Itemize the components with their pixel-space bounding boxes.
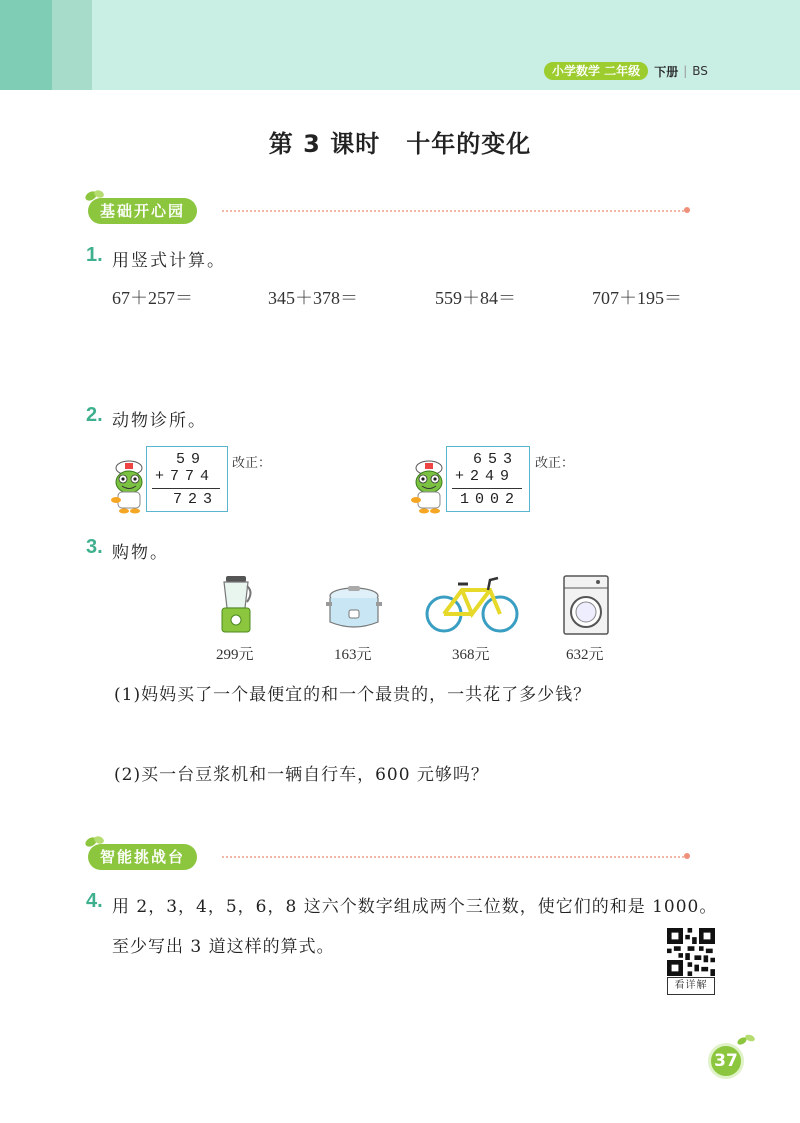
- divider-end-dot: [684, 853, 690, 859]
- page-title: [0, 124, 800, 159]
- dotted-divider: [222, 210, 684, 212]
- header-tab-light: [52, 0, 92, 90]
- leaf-icon: [84, 834, 108, 852]
- calc-a-addend-2: +774: [155, 468, 216, 485]
- doctor-frog-illustration: [408, 458, 450, 514]
- subject-pill: 小学数学 二年级: [544, 62, 648, 80]
- bicycle-icon: [424, 574, 520, 636]
- price-washing-machine: 632元: [566, 647, 604, 663]
- price-bicycle: 368元: [452, 647, 490, 663]
- leaf-icon: [736, 1032, 758, 1048]
- expression-1: 67＋257＝: [112, 288, 193, 308]
- header-band: [0, 0, 800, 90]
- washing-machine-icon: [562, 574, 610, 636]
- dotted-divider: [222, 856, 684, 858]
- rice-cooker-icon: [324, 584, 384, 634]
- question-4-number: 4.: [86, 890, 103, 912]
- qr-detail-label[interactable]: 看详解: [667, 977, 715, 995]
- section-title-basic: 基础开心园: [88, 198, 197, 224]
- calc-b-addend-1: 653: [473, 451, 519, 468]
- calc-b-line: [452, 488, 522, 489]
- question-2-number: 2.: [86, 404, 103, 426]
- question-3-text: 购物。: [112, 543, 169, 563]
- question-3-part-2: (2)买一台豆浆机和一辆自行车，600 元够吗？: [114, 765, 489, 785]
- expression-4: 707＋195＝: [592, 288, 682, 308]
- separator: |: [683, 64, 688, 78]
- question-2-text: 动物诊所。: [112, 411, 207, 431]
- question-3-part-1: (1)妈妈买了一个最便宜的和一个最贵的，一共花了多少钱？: [114, 685, 592, 705]
- question-1-text: 用竖式计算。: [112, 251, 226, 271]
- calc-b-addend-2: +249: [455, 468, 516, 485]
- correction-label-a: 改正：: [232, 456, 272, 471]
- question-3-number: 3.: [86, 536, 103, 558]
- book-info: [544, 62, 708, 80]
- price-soymilk-maker: 299元: [216, 647, 254, 663]
- section-tag-basic: [88, 198, 197, 224]
- question-4-line-1: 用 2，3，4，5，6，8 这六个数字组成两个三位数，使它们的和是 1000。: [112, 897, 718, 917]
- lesson-name: 十年的变化: [406, 130, 532, 158]
- doctor-frog-illustration: [108, 458, 150, 514]
- calc-a-line: [152, 488, 220, 489]
- question-1-number: 1.: [86, 244, 103, 266]
- calc-a-addend-1: 59: [176, 451, 207, 468]
- edition-label: BS: [692, 64, 708, 78]
- leaf-icon: [84, 188, 108, 206]
- expression-3: 559＋84＝: [435, 288, 516, 308]
- section-title-challenge: 智能挑战台: [88, 844, 197, 870]
- price-rice-cooker: 163元: [334, 647, 372, 663]
- header-tab-dark: [0, 0, 52, 90]
- page-number: 37: [708, 1043, 744, 1079]
- lesson-number: 第 3 课时: [268, 130, 381, 158]
- question-4-line-2: 至少写出 3 道这样的算式。: [112, 937, 335, 957]
- divider-end-dot: [684, 207, 690, 213]
- volume-label: 下册: [654, 64, 679, 79]
- section-tag-challenge: [88, 844, 197, 870]
- expression-2: 345＋378＝: [268, 288, 358, 308]
- soymilk-maker-icon: [216, 574, 256, 634]
- calc-a-result: 723: [173, 491, 219, 508]
- calc-b-result: 1002: [460, 491, 521, 508]
- qr-code-icon[interactable]: [667, 928, 715, 976]
- correction-label-b: 改正：: [535, 456, 575, 471]
